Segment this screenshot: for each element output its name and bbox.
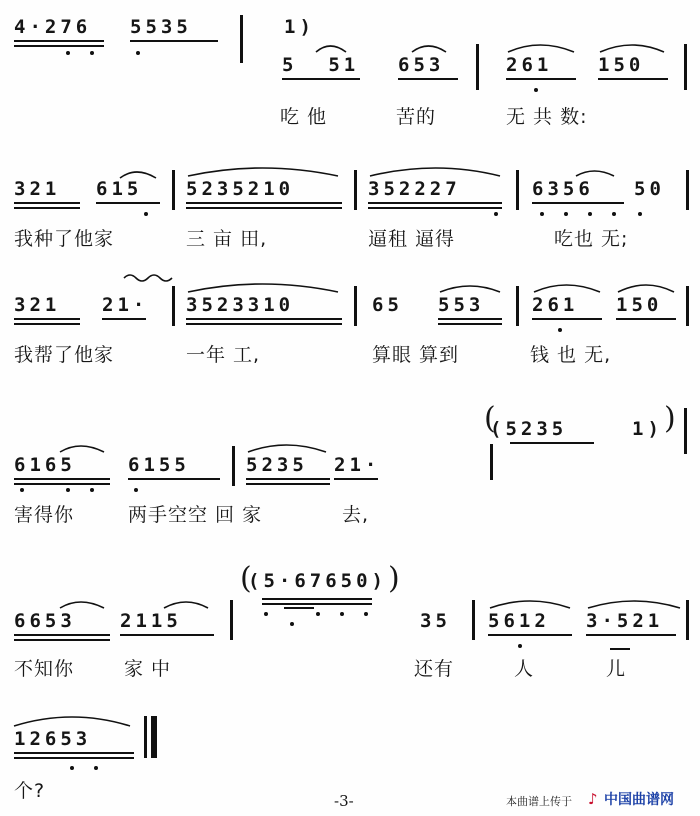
slur: [588, 601, 680, 608]
notes-2a: 321: [14, 178, 61, 200]
paren-close: ): [664, 401, 676, 436]
slur: [370, 168, 500, 176]
lyric-3d: 钱 也 无,: [530, 344, 612, 366]
notes-4b: 6155: [128, 454, 190, 476]
lyric-4c: 去,: [342, 504, 370, 526]
slur: [534, 285, 600, 292]
slur: [576, 171, 614, 176]
slur: [188, 284, 338, 292]
trill-mark: [124, 275, 172, 281]
notes-3c: 3523310: [186, 294, 295, 316]
notes-3g: 150: [616, 294, 663, 316]
lyric-4b: 两手空空 回 家: [128, 504, 263, 526]
notes-4f: 1): [632, 418, 663, 440]
slur: [14, 717, 130, 726]
lyric-5e: 儿: [606, 658, 627, 680]
slur: [440, 286, 500, 292]
slur: [412, 46, 446, 52]
lyric-3c: 算眼 算到: [372, 344, 460, 366]
paren-open: (: [240, 561, 252, 596]
slur: [164, 602, 208, 608]
slur: [316, 46, 346, 52]
notes-3f: 261: [532, 294, 579, 316]
notes-5f: 3·521: [586, 610, 664, 632]
notes-5a: 6653: [14, 610, 76, 632]
lyric-1c: 无 共 数:: [506, 106, 588, 128]
lyric-3b: 一年 工,: [186, 344, 261, 366]
paren-close: ): [388, 561, 400, 596]
slur: [600, 45, 664, 52]
upload-note: 本曲谱上传于: [506, 795, 572, 808]
page-number: -3-: [334, 792, 354, 810]
lyric-1a: 吃 他: [280, 106, 328, 128]
notes-2c: 5235210: [186, 178, 295, 200]
site-logo-icon: ♪: [588, 790, 598, 808]
slur: [248, 445, 326, 452]
lyric-5a: 不知你: [14, 658, 75, 680]
slur: [508, 45, 574, 52]
slur: [490, 601, 570, 608]
lyric-5b: 家 中: [124, 658, 172, 680]
notes-3d: 65: [372, 294, 403, 316]
slur: [188, 168, 338, 176]
notes-6a: 12653: [14, 728, 92, 750]
notes-1f: 261: [506, 54, 553, 76]
notes-1a: 4·276: [14, 16, 92, 38]
lyric-6a: 个?: [14, 780, 46, 802]
notes-3a: 321: [14, 294, 61, 316]
slur: [60, 602, 104, 608]
notes-5c: (5·67650): [248, 570, 387, 592]
notes-4c: 5235: [246, 454, 308, 476]
slur: [60, 446, 104, 452]
site-name: 中国曲谱网: [604, 792, 674, 808]
lyric-2b: 三 亩 田,: [186, 228, 268, 250]
notes-3b: 21·: [102, 294, 149, 316]
notes-2d: 352227: [368, 178, 461, 200]
lyric-4a: 害得你: [14, 504, 75, 526]
slur: [618, 285, 674, 292]
notes-2e: 6356: [532, 178, 594, 200]
notes-5d: 35: [420, 610, 451, 632]
slur: [120, 172, 156, 178]
lyric-1b: 苦的: [396, 106, 437, 128]
lyric-2c: 逼租 逼得: [368, 228, 456, 250]
notes-5e: 5612: [488, 610, 550, 632]
notes-1b: 5535: [130, 16, 192, 38]
notes-1e: 653: [398, 54, 445, 76]
notes-3e: 553: [438, 294, 485, 316]
lyric-2d: 吃也 无;: [554, 228, 629, 250]
notes-4d: 21·: [334, 454, 381, 476]
notes-4e: (5235: [490, 418, 568, 440]
notes-1d: 5 51: [282, 54, 360, 76]
notes-1c: 1): [284, 16, 315, 38]
paren-open: (: [484, 401, 496, 436]
lyric-3a: 我帮了他家: [14, 344, 115, 366]
lyric-2a: 我种了他家: [14, 228, 115, 250]
lyric-5d: 人: [514, 658, 535, 680]
notes-2b: 615: [96, 178, 143, 200]
notes-1g: 150: [598, 54, 645, 76]
lyric-5c: 还有: [414, 658, 455, 680]
notes-5b: 2115: [120, 610, 182, 632]
notes-4a: 6165: [14, 454, 76, 476]
notes-2f: 50: [634, 178, 665, 200]
